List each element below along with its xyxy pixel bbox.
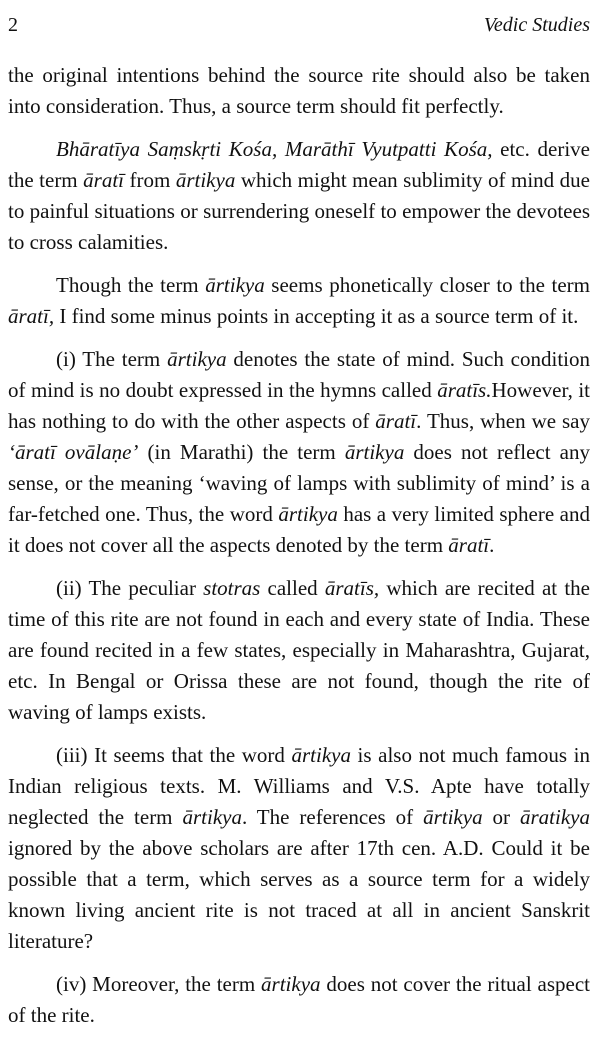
paragraph-phonetic-closeness — [8, 270, 590, 332]
text-run: ignored by the above scholars are after 17th cen. A.D. Could it be possible that a term, which serves as a source term for a widely known living ancient rite is not traced at all in ancient Sanskrit literature? — [8, 836, 590, 953]
text-run: etc. derive the term — [8, 137, 590, 192]
italic-term: ārtikya — [205, 273, 265, 297]
text-run: which are recited at the time of this rite are not found in each and every state of India. These are found recited in a few states, especially in Maharashtra, Gujarat, etc. In Bengal or Orissa these are not found, though the rite of waving of lamps exists. — [8, 576, 590, 724]
text-run: (i) The term — [56, 347, 168, 371]
italic-term: āratī — [83, 168, 124, 192]
italic-term: āratikya — [520, 805, 590, 829]
paragraph-point-ii — [8, 573, 590, 728]
text-run: denotes the state of mind. Such condition of mind is no doubt expressed in the hymns called — [8, 347, 591, 402]
paragraph-etymology-sources — [8, 134, 590, 258]
text-run: I find some minus points in accepting it as a source term of it. — [54, 304, 579, 328]
italic-term: ārtikya — [291, 743, 351, 767]
text-run: Though the term — [56, 273, 206, 297]
text-run: . The references of — [241, 805, 424, 829]
paragraph-point-iv — [8, 969, 590, 1031]
page-body — [8, 60, 590, 1043]
text-run: (in Marathi) the term — [138, 440, 345, 464]
text-run: from — [124, 168, 176, 192]
page-number: 2 — [8, 14, 18, 36]
paragraph-point-i — [8, 344, 590, 561]
text-run: is also not much famous in Indian religious texts. M. Williams and V.S. Apte have totally neglected the term — [8, 743, 590, 829]
italic-term: āratī — [448, 533, 490, 557]
italic-term: ārtikya — [344, 440, 405, 464]
text-run: or — [482, 805, 520, 829]
italic-term: Bhāratīya Saṃskṛti Kośa, Marāthī Vyutpatti Kośa, — [56, 137, 493, 161]
text-run: . Thus, when we say — [416, 409, 590, 433]
italic-term: āratīs, — [324, 576, 380, 600]
text-run: does not cover the ritual aspect of the rite. — [8, 972, 590, 1027]
text-run: the original intentions behind the source rite should also be taken into consideration. Thus, a source term should fit perfectly. — [8, 63, 590, 118]
text-run: called — [260, 576, 325, 600]
text-run: does not reflect any sense, or the meaning ‘waving of lamps with sublimity of mind’ is a far-fetched one. Thus, the word — [8, 440, 590, 526]
text-run: which might mean sublimity of mind due to painful situations or surrendering oneself to empower the devotees to cross calamities. — [8, 168, 590, 254]
text-run: (iii) It seems that the word — [56, 743, 292, 767]
italic-term: ārtikya — [261, 972, 321, 996]
text-run: (ii) The peculiar — [56, 576, 204, 600]
italic-term: āratī — [375, 409, 417, 433]
italic-term: ārtikya — [278, 502, 338, 526]
text-run: (iv) Moreover, the term — [56, 972, 262, 996]
italic-term: ārtikya — [167, 347, 227, 371]
running-title: Vedic Studies — [483, 14, 590, 36]
italic-term: āratī, — [8, 304, 55, 328]
text-run: However, it has nothing to do with the other aspects of — [8, 378, 591, 433]
text-run: seems phonetically closer to the term — [264, 273, 590, 297]
italic-term: āratīs. — [437, 378, 492, 402]
italic-term: ārtikya — [182, 805, 242, 829]
italic-term: stotras — [203, 576, 261, 600]
text-run: has a very limited sphere and it does not cover all the aspects denoted by the term — [8, 502, 590, 557]
italic-term: ārtikya — [423, 805, 483, 829]
italic-term: ārtikya — [175, 168, 236, 192]
paragraph-point-iii — [8, 740, 590, 957]
page-header — [8, 14, 590, 42]
italic-term: ‘āratī ovālaṇe’ — [8, 440, 139, 464]
paragraph-continuation — [8, 60, 590, 122]
text-run: . — [489, 533, 495, 557]
